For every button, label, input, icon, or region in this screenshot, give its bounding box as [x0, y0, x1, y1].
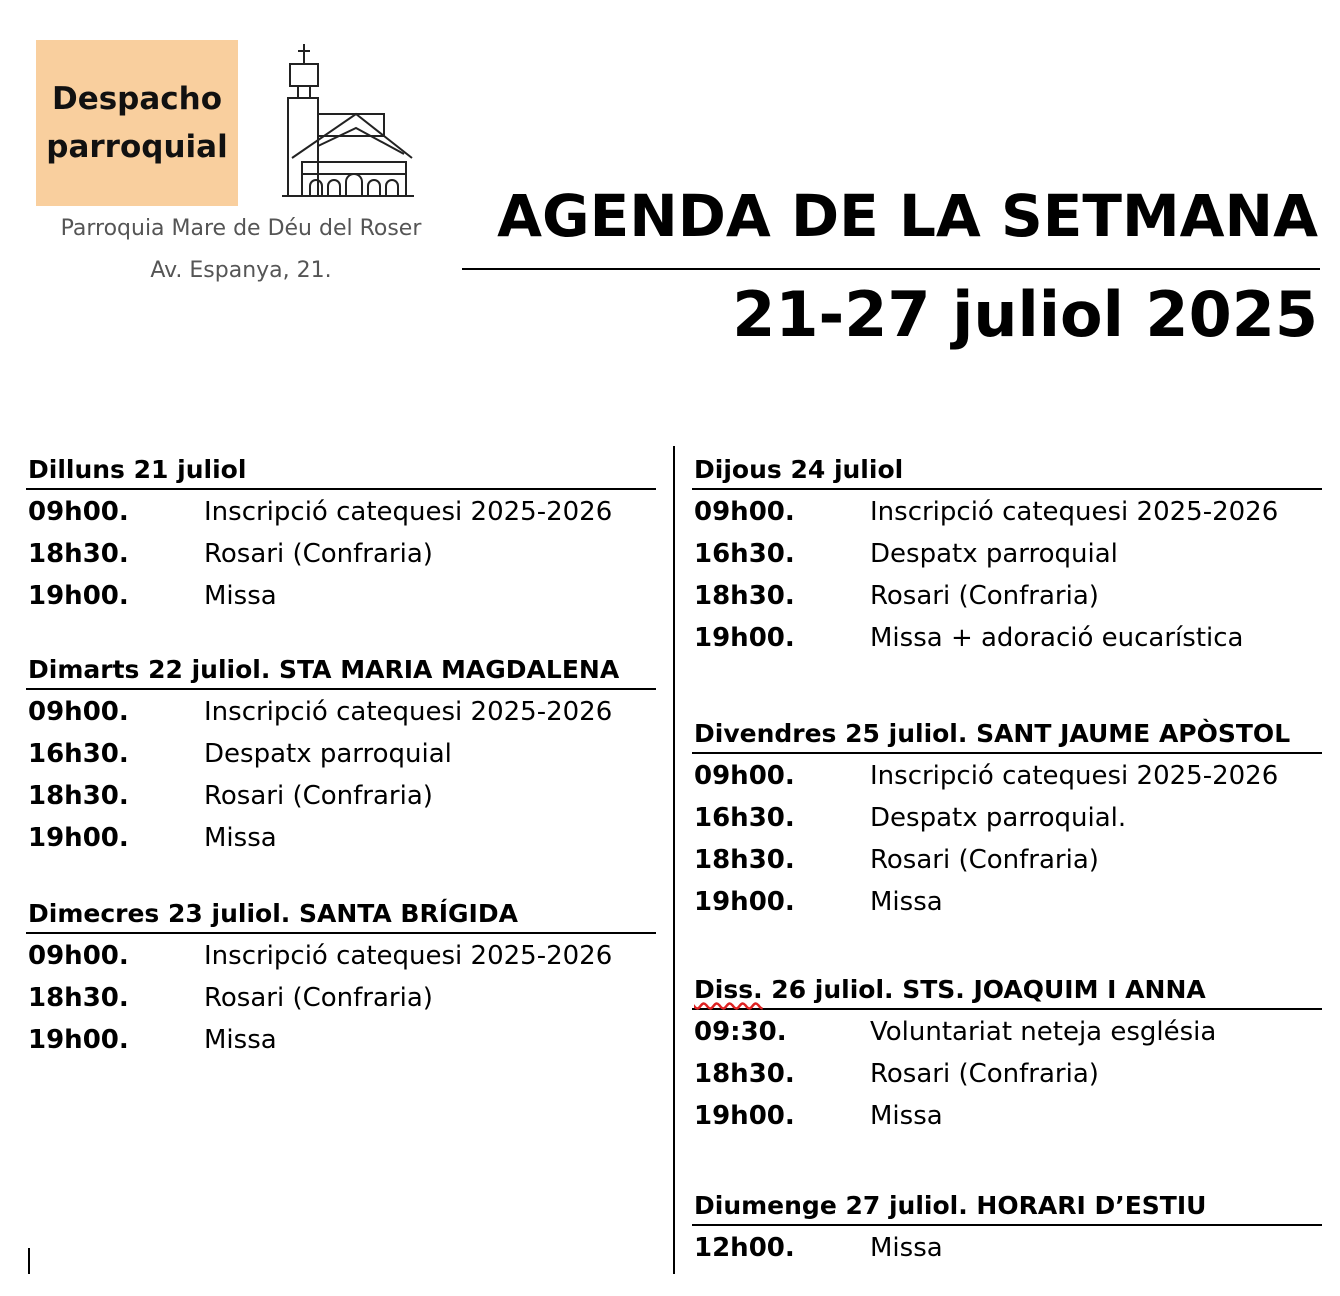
event-activity: Inscripció catequesi 2025-2026	[870, 497, 1279, 527]
day-heading: Dijous 24 juliol	[692, 448, 1322, 490]
event-time: 18h30.	[694, 845, 795, 875]
day-heading: Dimecres 23 juliol. SANTA BRÍGIDA	[26, 892, 656, 934]
event-time: 19h00.	[28, 1025, 129, 1055]
event-row	[26, 1018, 656, 1060]
event-row	[692, 1094, 1322, 1136]
event-time: 19h00.	[694, 887, 795, 917]
event-activity: Rosari (Confraria)	[870, 1059, 1099, 1089]
day-saturday	[692, 968, 1322, 1136]
event-time: 18h30.	[28, 781, 129, 811]
day-heading: Divendres 25 juliol. SANT JAUME APÒSTOL	[692, 712, 1322, 754]
event-row	[26, 574, 656, 616]
event-row	[692, 1052, 1322, 1094]
page-title: AGENDA DE LA SETMANA	[497, 182, 1318, 250]
event-activity: Missa + adoració eucarística	[870, 623, 1244, 653]
page-subtitle: 21-27 juliol 2025	[732, 278, 1318, 351]
day-tuesday	[26, 648, 656, 858]
event-time: 18h30.	[694, 1059, 795, 1089]
title-divider	[462, 268, 1320, 270]
event-row	[692, 754, 1322, 796]
event-activity: Rosari (Confraria)	[204, 539, 433, 569]
event-activity: Voluntariat neteja església	[870, 1017, 1217, 1047]
event-time: 09h00.	[28, 941, 129, 971]
event-activity: Despatx parroquial	[870, 539, 1118, 569]
church-icon	[278, 42, 418, 200]
event-activity: Inscripció catequesi 2025-2026	[204, 497, 613, 527]
logo-line-2: parroquial	[46, 129, 228, 165]
event-time: 19h00.	[694, 623, 795, 653]
event-time: 16h30.	[28, 739, 129, 769]
event-row	[692, 880, 1322, 922]
event-time: 19h00.	[694, 1101, 795, 1131]
event-row	[692, 532, 1322, 574]
event-activity: Missa	[204, 823, 277, 853]
event-row	[26, 732, 656, 774]
event-activity: Missa	[870, 887, 943, 917]
event-activity: Inscripció catequesi 2025-2026	[870, 761, 1279, 791]
event-row	[692, 1010, 1322, 1052]
event-time: 18h30.	[28, 539, 129, 569]
event-activity: Missa	[870, 1233, 943, 1263]
spellcheck-word[interactable]: Diss.	[694, 975, 763, 1004]
event-row	[692, 796, 1322, 838]
event-time: 09:30.	[694, 1017, 787, 1047]
event-time: 09h00.	[28, 497, 129, 527]
event-row	[26, 690, 656, 732]
parish-name: Parroquia Mare de Déu del Roser	[60, 216, 422, 241]
event-row	[692, 616, 1322, 658]
event-row	[26, 816, 656, 858]
event-activity: Missa	[204, 581, 277, 611]
event-row	[692, 574, 1322, 616]
event-row	[26, 976, 656, 1018]
event-time: 18h30.	[694, 581, 795, 611]
event-time: 19h00.	[28, 581, 129, 611]
event-row	[692, 490, 1322, 532]
day-heading: Dimarts 22 juliol. STA MARIA MAGDALENA	[26, 648, 656, 690]
event-time: 12h00.	[694, 1233, 795, 1263]
day-heading	[692, 968, 1322, 1010]
event-time: 09h00.	[694, 497, 795, 527]
event-activity: Rosari (Confraria)	[870, 581, 1099, 611]
event-time: 09h00.	[28, 697, 129, 727]
event-activity: Missa	[204, 1025, 277, 1055]
event-activity: Missa	[870, 1101, 943, 1131]
day-heading: Dilluns 21 juliol	[26, 448, 656, 490]
event-time: 16h30.	[694, 539, 795, 569]
day-heading: Diumenge 27 juliol. HORARI D’ESTIU	[692, 1184, 1322, 1226]
logo-line-1: Despacho	[51, 81, 223, 117]
event-row	[26, 934, 656, 976]
event-activity: Despatx parroquial.	[870, 803, 1127, 833]
event-time: 18h30.	[28, 983, 129, 1013]
event-row	[26, 490, 656, 532]
event-time: 19h00.	[28, 823, 129, 853]
day-thursday	[692, 448, 1322, 658]
parish-address: Av. Espanya, 21.	[150, 258, 332, 283]
day-monday	[26, 448, 656, 616]
event-activity: Inscripció catequesi 2025-2026	[204, 697, 613, 727]
day-friday	[692, 712, 1322, 922]
event-row	[26, 774, 656, 816]
event-activity: Rosari (Confraria)	[204, 983, 433, 1013]
day-wednesday	[26, 892, 656, 1060]
event-row	[692, 1226, 1322, 1268]
event-activity: Despatx parroquial	[204, 739, 452, 769]
event-time: 16h30.	[694, 803, 795, 833]
text-cursor	[28, 1248, 30, 1274]
event-row	[26, 532, 656, 574]
office-logo	[36, 40, 238, 206]
event-time: 09h00.	[694, 761, 795, 791]
event-row	[692, 838, 1322, 880]
event-activity: Rosari (Confraria)	[204, 781, 433, 811]
event-activity: Inscripció catequesi 2025-2026	[204, 941, 613, 971]
day-sunday	[692, 1184, 1322, 1268]
day-heading-rest: 26 juliol. STS. JOAQUIM I ANNA	[762, 975, 1206, 1004]
column-divider	[673, 446, 675, 1274]
event-activity: Rosari (Confraria)	[870, 845, 1099, 875]
